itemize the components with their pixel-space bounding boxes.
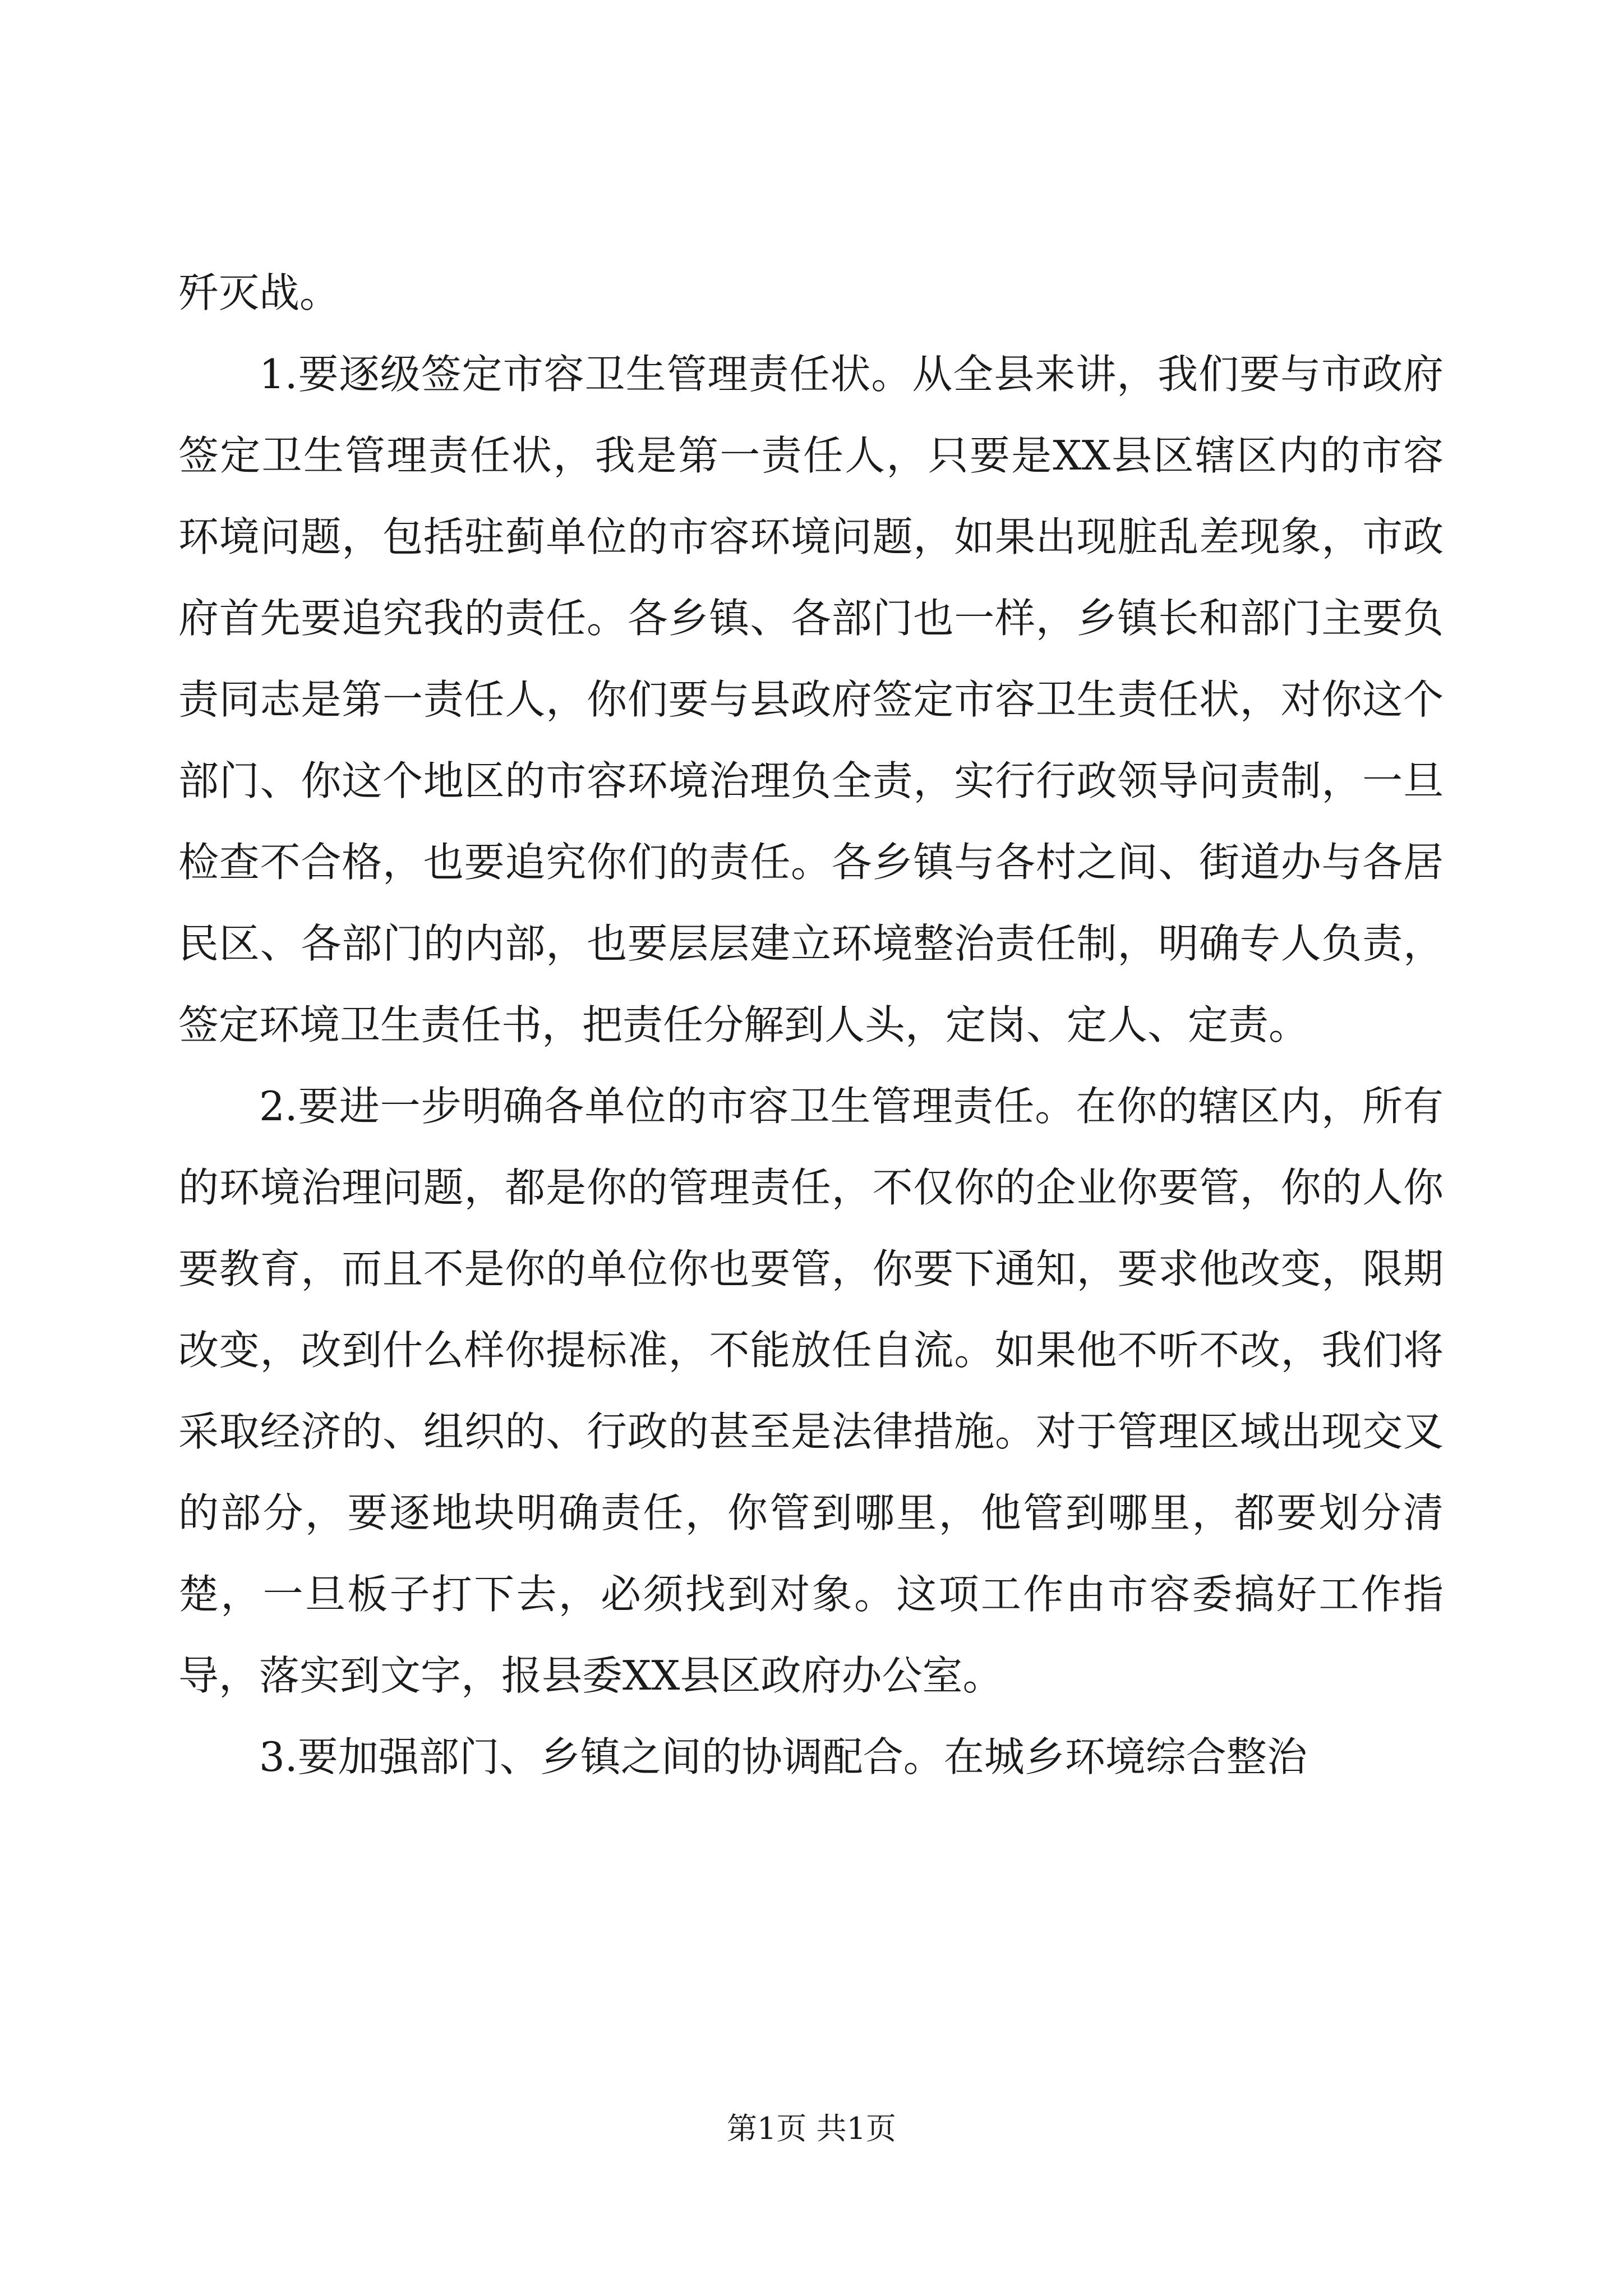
page-footer: 第1页 共1页: [727, 2111, 896, 2146]
paragraph-2: 2.要进一步明确各单位的市容卫生管理责任。在你的辖区内，所有的环境治理问题，都是你的管理责任，不仅你的企业你要管，你的人你要教育，而且不是你的单位你也要管，你要下通知，要求他改变，限期改变，改到什么样你提标准，不能放任自流。如果他不听不改，我们将采取经济的、组织的、行政的甚至是法律措施。对于管理区域出现交叉的部分，要逐地块明确责任，你管到哪里，他管到哪里，都要划分清楚，一旦板子打下去，必须找到对象。这项工作由市容委搞好工作指导，落实到文字，报县委XX县区政府办公室。: [178, 1083, 1444, 1699]
paragraph-3: 3.要加强部门、乡镇之间的协调配合。在城乡环境综合整治: [259, 1733, 1307, 1780]
paragraph-1: 1.要逐级签定市容卫生管理责任状。从全县来讲，我们要与市政府签定卫生管理责任状，我是第一责任人，只要是XX县区辖区内的市容环境问题，包括驻蓟单位的市容环境问题，如果出现脏乱差现象，市政府首先要追究我的责任。各乡镇、各部门也一样，乡镇长和部门主要负责同志是第一责任人，你们要与县政府签定市容卫生责任状，对你这个部门、你这个地区的市容环境治理负全责，实行行政领导问责制，一旦检查不合格，也要追究你们的责任。各乡镇与各村之间、街道办与各居民区、各部门的内部，也要层层建立环境整治责任制，明确专人负责，签定环境卫生责任书，把责任分解到人头，定岗、定人、定责。: [178, 351, 1444, 1048]
lead-line: 歼灭战。: [178, 269, 340, 316]
document-body: [178, 252, 1444, 1798]
